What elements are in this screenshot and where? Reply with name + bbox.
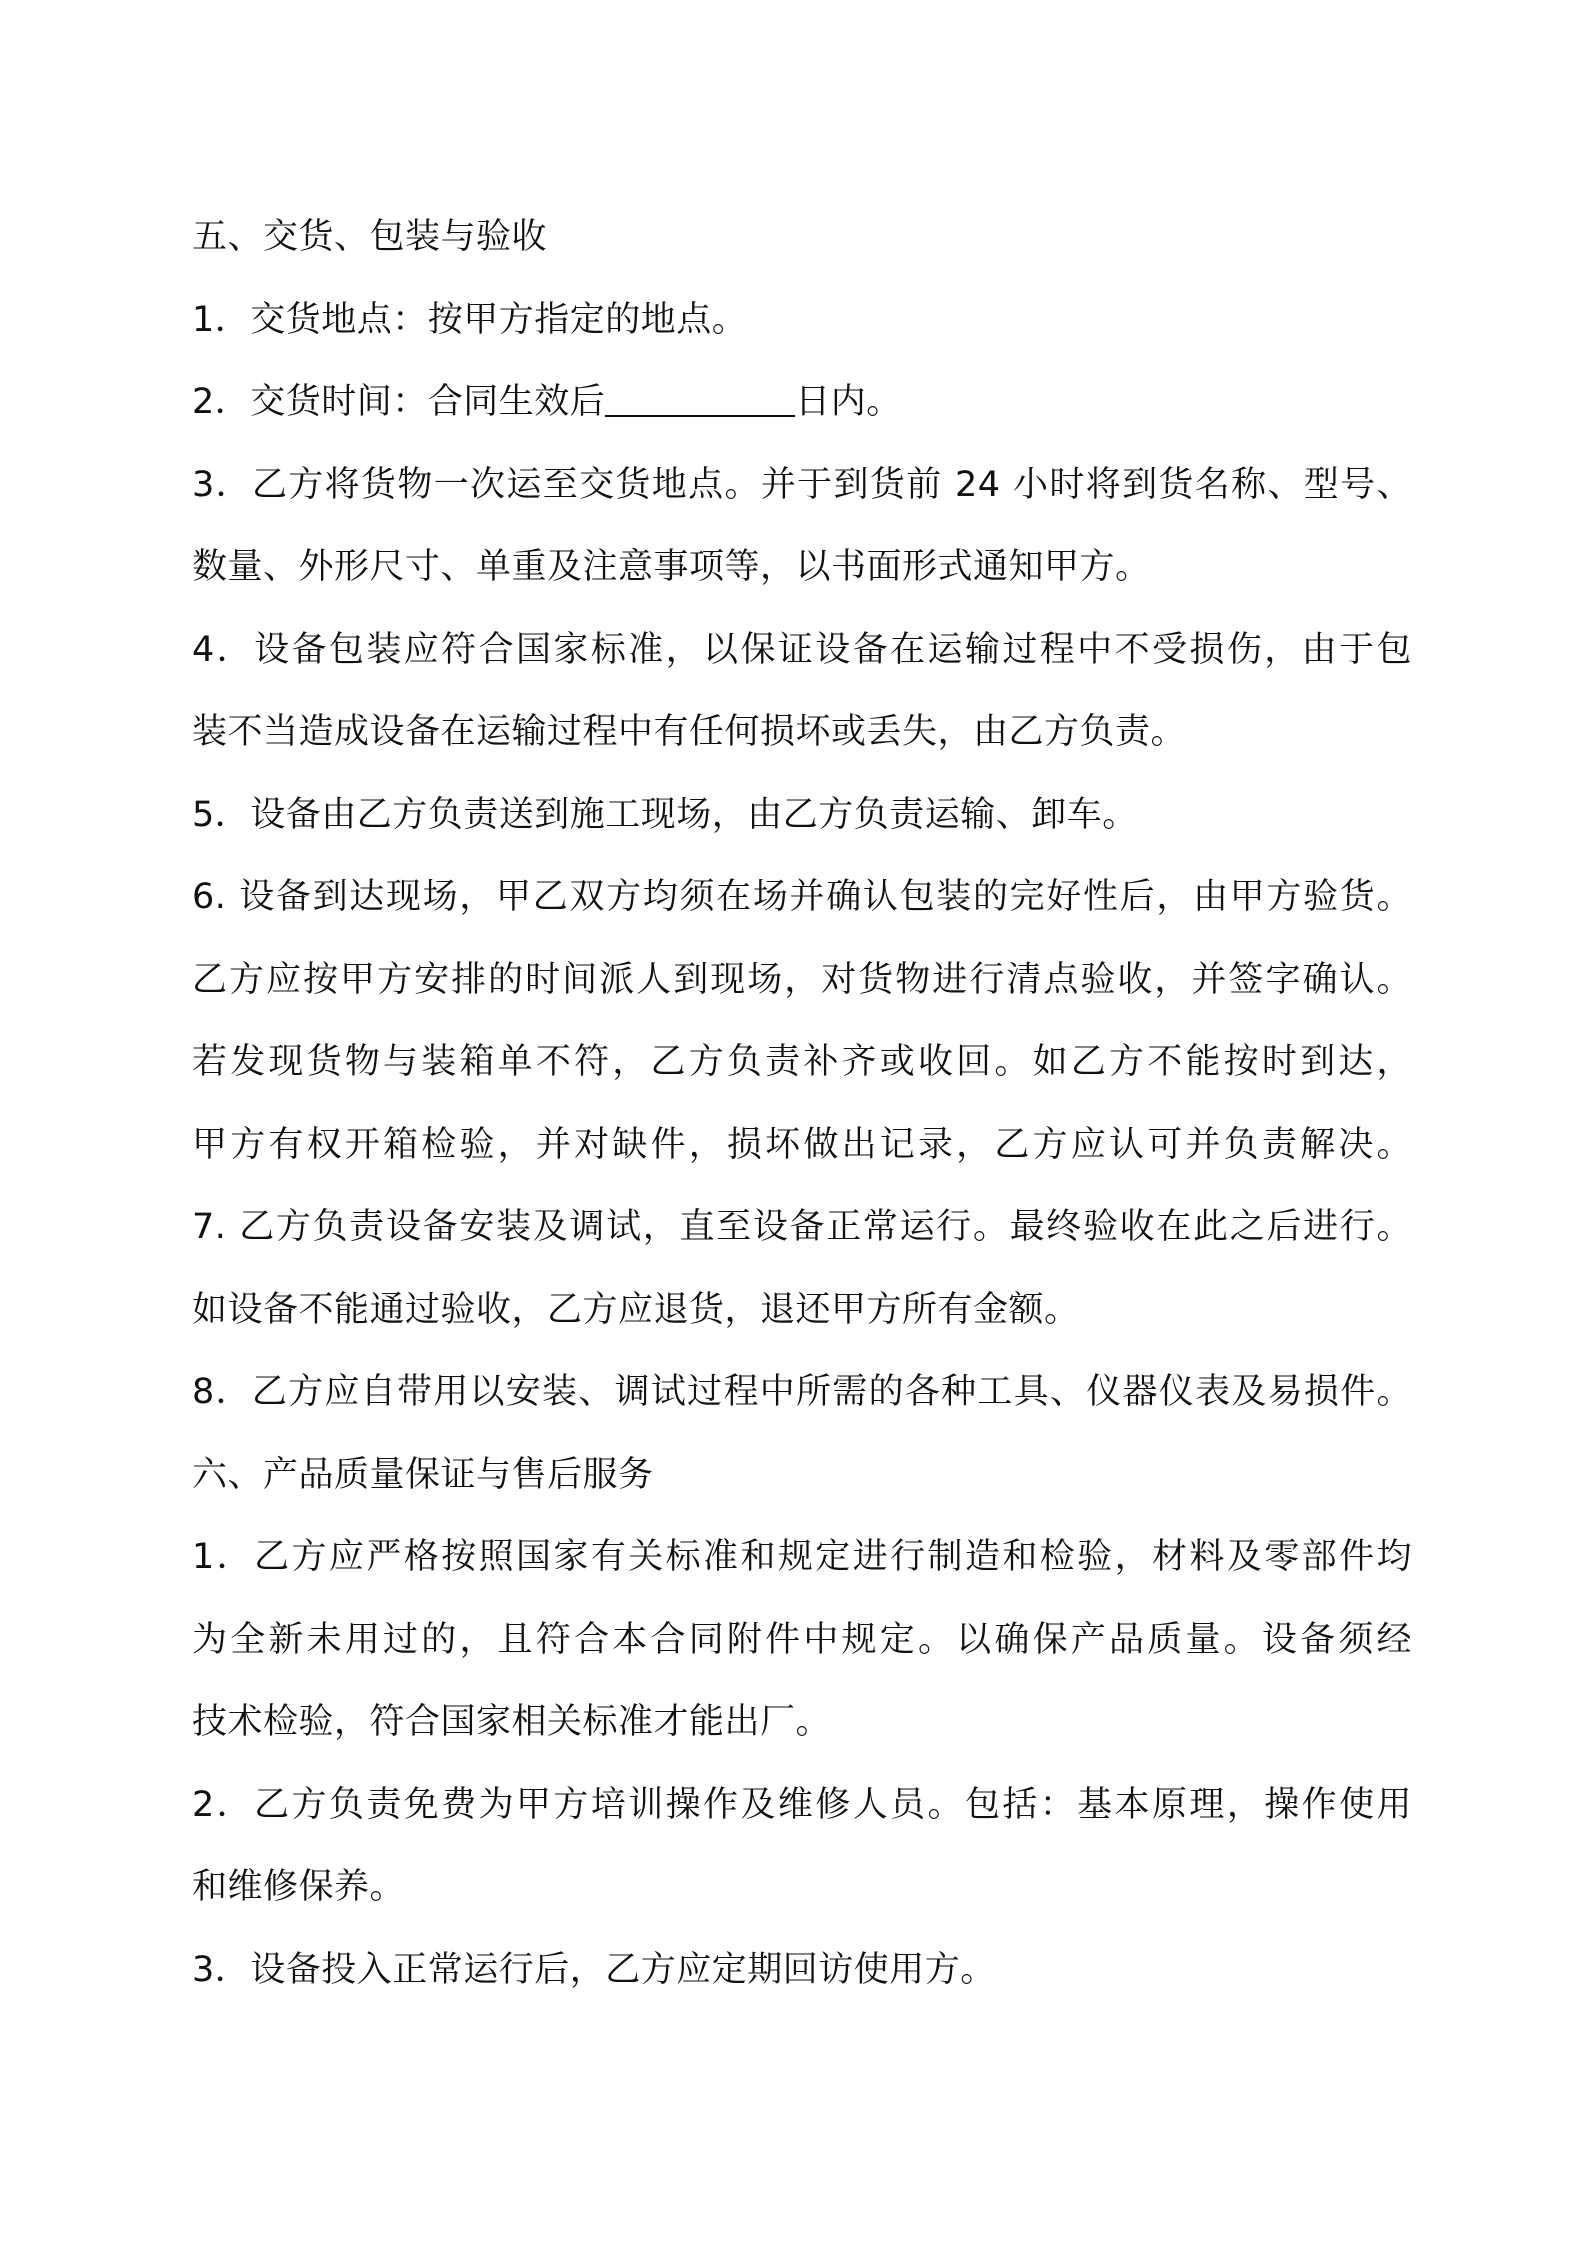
clause-line: 若发现货物与装箱单不符，乙方负责补齐或收回。如乙方不能按时到达， bbox=[192, 1042, 1412, 1082]
clause-line: 为全新未用过的，且符合本合同附件中规定。以确保产品质量。设备须经 bbox=[192, 1619, 1412, 1660]
clause-line: 1．乙方应严格按照国家有关标准和规定进行制造和检验，材料及零部件均 bbox=[192, 1537, 1412, 1577]
clause-line: 5．设备由乙方负责送到施工现场，由乙方负责运输、卸车。 bbox=[192, 794, 1138, 835]
clause-line-delivery-time bbox=[192, 361, 1412, 444]
clause-line: 甲方有权开箱检验，并对缺件，损坏做出记录，乙方应认可并负责解决。 bbox=[192, 1124, 1412, 1165]
fill-in-blank bbox=[605, 381, 795, 417]
section-heading-5: 五、交货、包装与验收 bbox=[192, 217, 548, 257]
clause-line: 6. 设备到达现场，甲乙双方均须在场并确认包装的完好性后，由甲方验货。 bbox=[192, 877, 1412, 917]
clause-line: 4．设备包装应符合国家标准，以保证设备在运输过程中不受损伤，由于包 bbox=[192, 629, 1412, 670]
document-body bbox=[192, 196, 1412, 2011]
clause-line: 技术检验，符合国家相关标准才能出厂。 bbox=[192, 1702, 832, 1742]
clause-line: 如设备不能通过验收，乙方应退货，退还甲方所有金额。 bbox=[192, 1289, 1080, 1330]
section-heading-6: 六、产品质量保证与售后服务 bbox=[192, 1454, 654, 1495]
clause-line: 1．交货地点：按甲方指定的地点。 bbox=[192, 299, 748, 340]
clause-text: 2．交货时间：合同生效后 bbox=[192, 382, 606, 422]
clause-line: 和维修保养。 bbox=[192, 1867, 406, 1907]
clause-line: 数量、外形尺寸、单重及注意事项等，以书面形式通知甲方。 bbox=[192, 547, 1151, 587]
clause-text: 日内。 bbox=[795, 382, 902, 422]
clause-line: 装不当造成设备在运输过程中有任何损坏或丢失，由乙方负责。 bbox=[192, 712, 1187, 752]
clause-line: 2．乙方负责免费为甲方培训操作及维修人员。包括：基本原理，操作使用 bbox=[192, 1784, 1412, 1825]
clause-line: 3．乙方将货物一次运至交货地点。并于到货前 24 小时将到货名称、型号、 bbox=[192, 464, 1412, 505]
clause-line: 7. 乙方负责设备安装及调试，直至设备正常运行。最终验收在此之后进行。 bbox=[192, 1207, 1412, 1247]
clause-line: 乙方应按甲方安排的时间派人到现场，对货物进行清点验收，并签字确认。 bbox=[192, 959, 1412, 1000]
clause-line: 8．乙方应自带用以安装、调试过程中所需的各种工具、仪器仪表及易损件。 bbox=[192, 1372, 1412, 1412]
clause-line: 3．设备投入正常运行后，乙方应定期回访使用方。 bbox=[192, 1949, 996, 1990]
